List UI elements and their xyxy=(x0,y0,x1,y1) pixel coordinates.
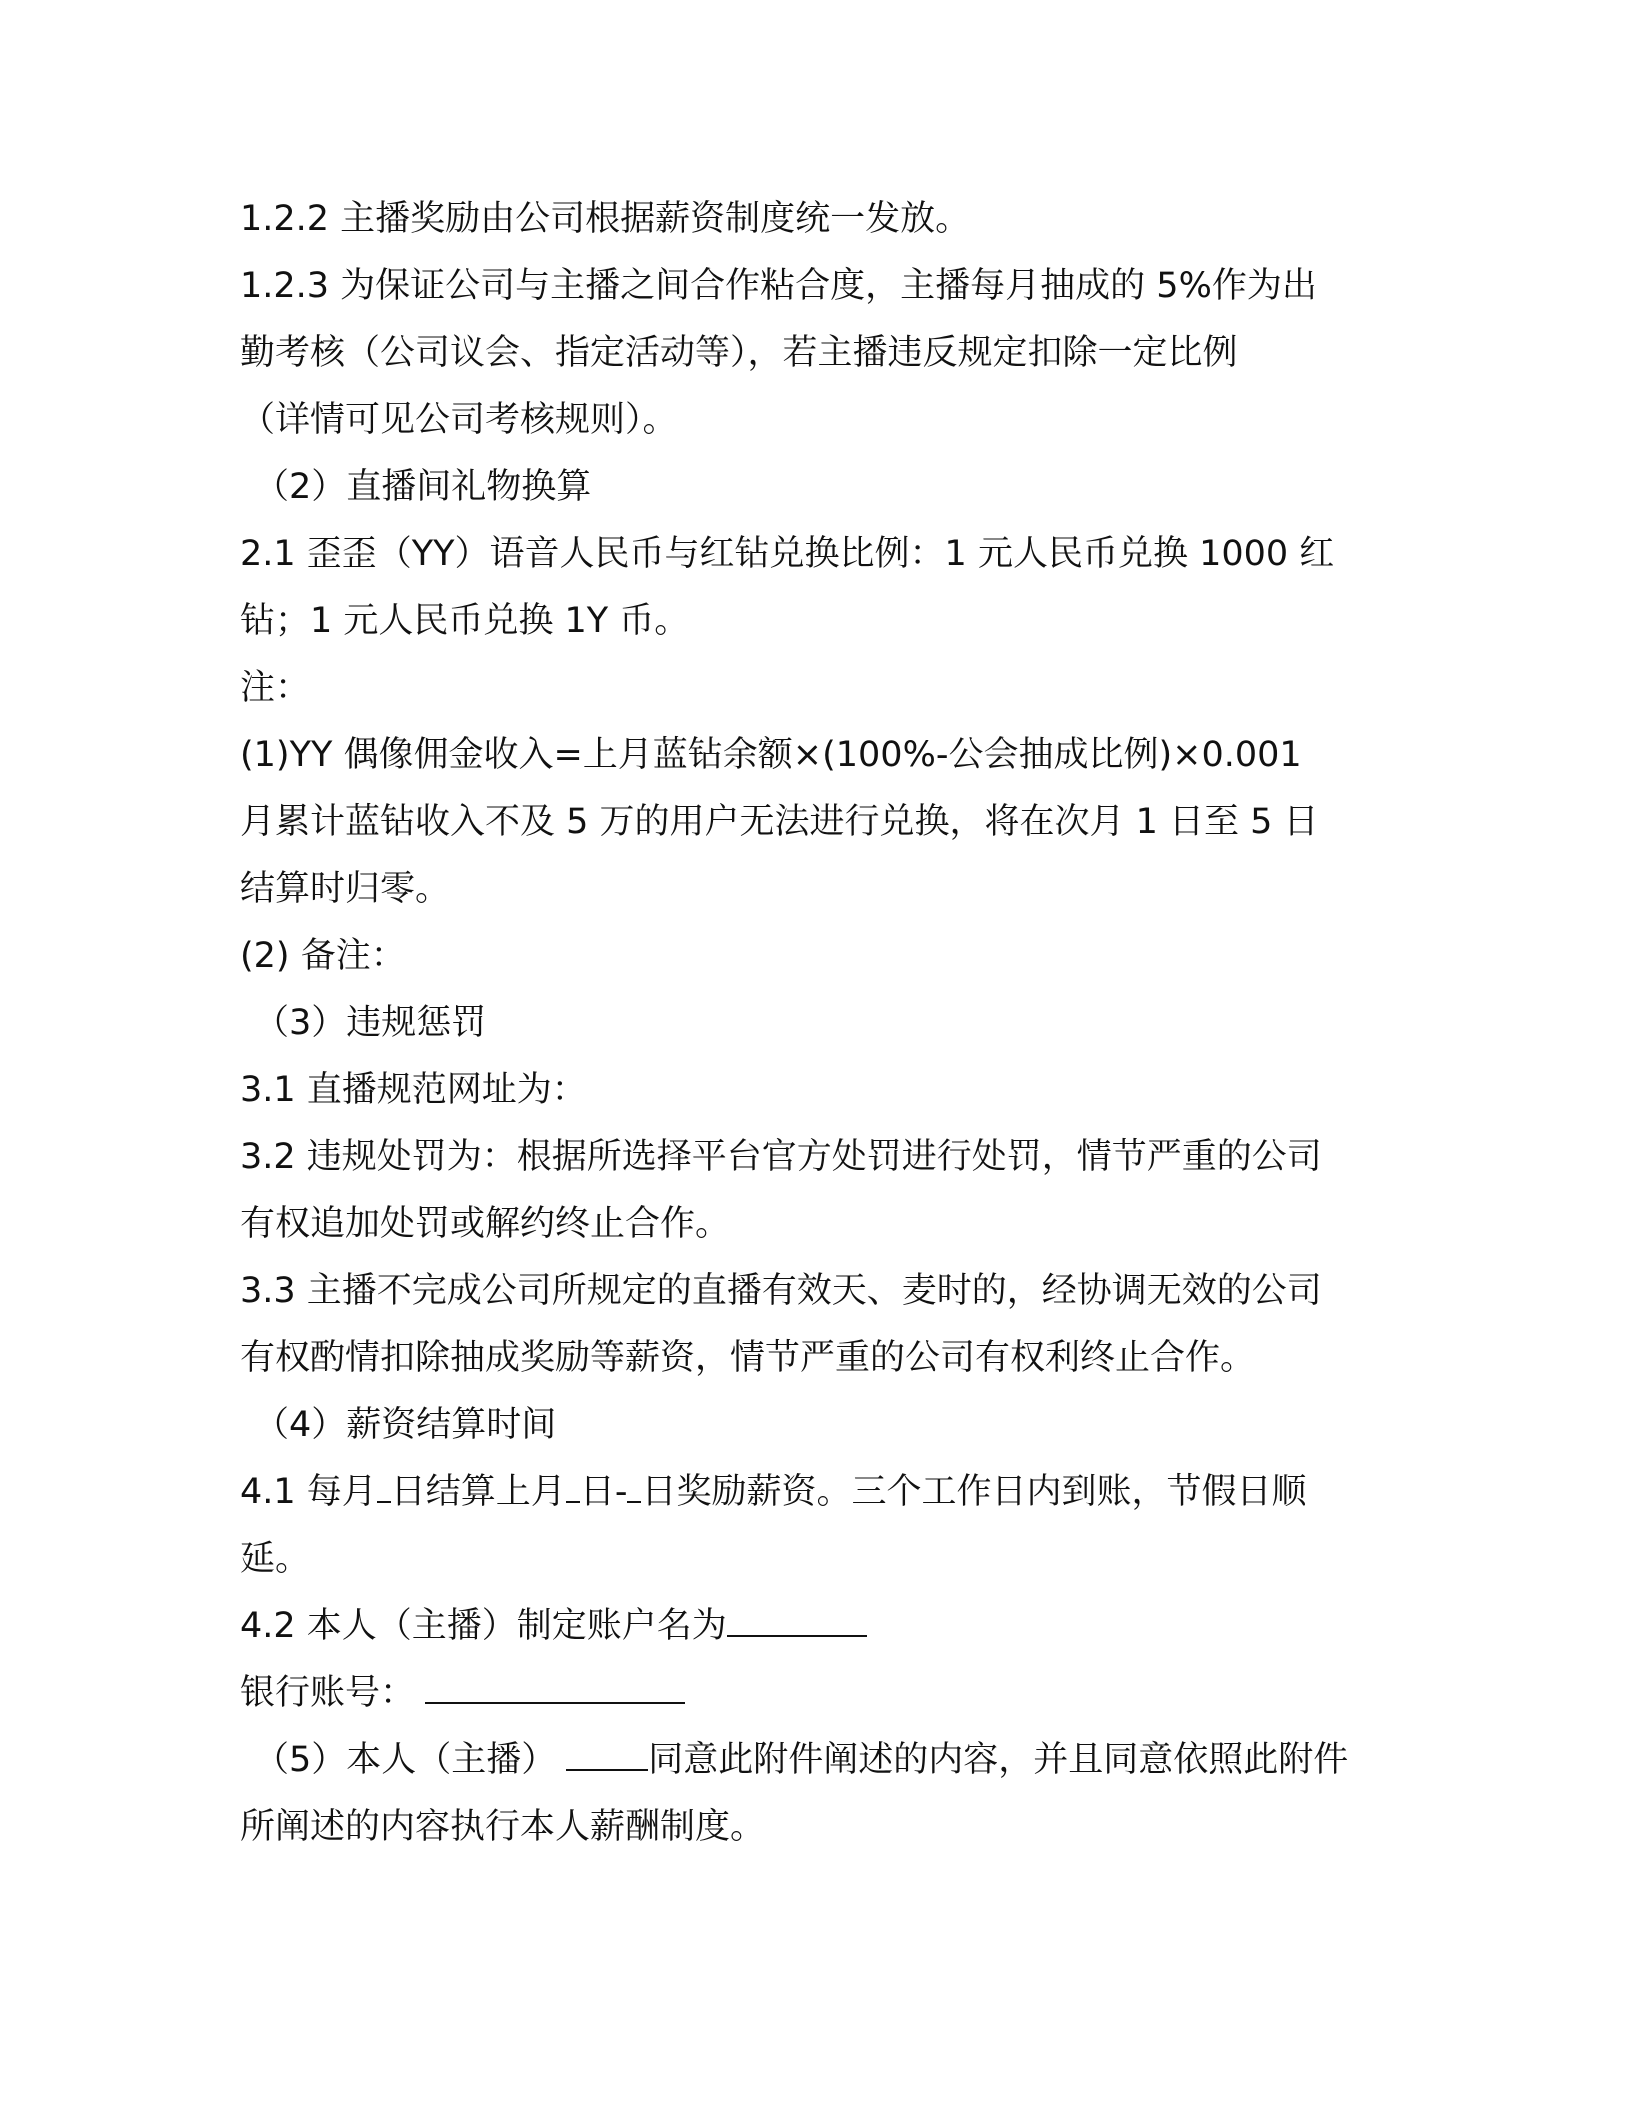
clause-4-1-text-c: 日- xyxy=(579,1472,628,1512)
clause-1-2-3-line-2: 勤考核（公司议会、指定活动等），若主播违反规定扣除一定比例 xyxy=(240,333,1238,373)
clause-1-2-3-line-1: 1.2.3 为保证公司与主播之间合作粘合度，主播每月抽成的 5%作为出 xyxy=(240,266,1317,306)
clause-1-2-2: 1.2.2 主播奖励由公司根据薪资制度统一发放。 xyxy=(240,199,971,239)
clause-3-2-line-2: 有权追加处罚或解约终止合作。 xyxy=(240,1204,731,1244)
clause-3-1: 3.1 直播规范网址为： xyxy=(240,1070,587,1110)
section-5-text-a: （5）本人（主播） xyxy=(254,1740,557,1780)
clause-4-2-bank-account xyxy=(240,1660,1400,1727)
section-4-heading: （4）薪资结算时间 xyxy=(254,1405,557,1445)
section-5-line-2: 所阐述的内容执行本人薪酬制度。 xyxy=(240,1807,766,1847)
section-3-heading: （3）违规惩罚 xyxy=(254,1003,487,1043)
clause-4-1-line-1 xyxy=(240,1459,1400,1526)
clause-4-2-account-name xyxy=(240,1593,1400,1660)
account-name-blank[interactable] xyxy=(727,1597,867,1637)
clause-2-1-line-1: 2.1 歪歪（YY）语音人民币与红钻兑换比例：1 元人民币兑换 1000 红 xyxy=(240,534,1335,574)
clause-1-2-3-line-3: （详情可见公司考核规则）。 xyxy=(240,400,678,440)
note-label: 注： xyxy=(240,668,311,708)
clause-2-1-line-2: 钻；1 元人民币兑换 1Y 币。 xyxy=(240,601,690,641)
account-name-label: 4.2 本人（主播）制定账户名为 xyxy=(240,1606,727,1646)
anchor-name-blank[interactable] xyxy=(566,1731,648,1771)
clause-3-2-line-1: 3.2 违规处罚为：根据所选择平台官方处罚进行处罚，情节严重的公司 xyxy=(240,1137,1322,1177)
section-5-text-b: 同意此附件阐述的内容，并且同意依照此附件 xyxy=(648,1740,1349,1780)
clause-4-1-text-d: 日奖励薪资。三个工作日内到账，节假日顺 xyxy=(641,1472,1307,1512)
note-1-formula: (1)YY 偶像佣金收入=上月蓝钻余额×(100%-公会抽成比例)×0.001 xyxy=(240,735,1302,775)
clause-3-3-line-1: 3.3 主播不完成公司所规定的直播有效天、麦时的，经协调无效的公司 xyxy=(240,1271,1322,1311)
clause-4-1-text-b: 日结算上月 xyxy=(390,1472,566,1512)
bank-account-blank[interactable] xyxy=(425,1664,685,1704)
section-5-line-1 xyxy=(240,1727,1400,1794)
section-2-heading: （2）直播间礼物换算 xyxy=(254,467,592,507)
clause-4-1-text-a: 4.1 每月 xyxy=(240,1472,377,1512)
period-end-blank[interactable] xyxy=(627,1463,641,1503)
period-start-blank[interactable] xyxy=(566,1463,580,1503)
note-1-line-3: 结算时归零。 xyxy=(240,869,451,909)
settlement-day-blank[interactable] xyxy=(377,1463,391,1503)
clause-3-3-line-2: 有权酌情扣除抽成奖励等薪资，情节严重的公司有权利终止合作。 xyxy=(240,1338,1256,1378)
clause-4-1-line-2: 延。 xyxy=(240,1539,311,1579)
note-2-remark: (2) 备注： xyxy=(240,936,406,976)
document-body xyxy=(240,186,1400,1861)
note-1-line-2: 月累计蓝钻收入不及 5 万的用户无法进行兑换，将在次月 1 日至 5 日 xyxy=(240,802,1319,842)
bank-account-label: 银行账号： xyxy=(240,1673,416,1713)
